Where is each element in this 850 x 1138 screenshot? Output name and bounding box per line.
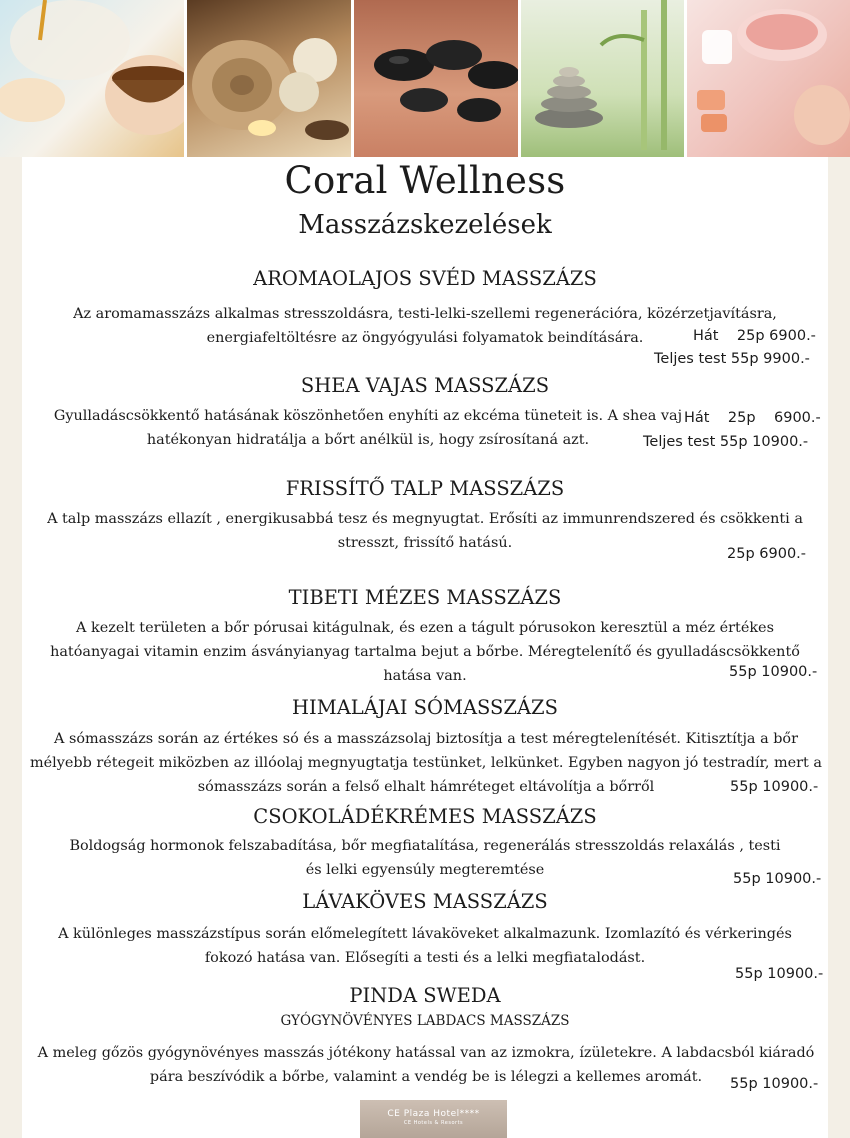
logo-name: CE Plaza Hotel**** (387, 1109, 480, 1119)
section-title-lavakoves: LÁVAKÖVES MASSZÁZS (302, 890, 548, 913)
photo-zen-stones-bamboo (521, 0, 684, 157)
section-desc-shea: Gyulladáscsökkentő hatásának köszönhetően enyhíti az ekcéma tüneteit is. A shea vaj hatékonyan hidratálja a bőrt anélkül is, hogy zsírosítaná azt. (53, 408, 683, 448)
section-title-shea: SHEA VAJAS MASSZÁZS (300, 374, 550, 397)
section-title-csokolade: CSOKOLÁDÉKRÉMES MASSZÁZS (253, 805, 597, 828)
salt-bowl-icon (687, 0, 850, 157)
price-line: Teljes test 55p 10900.- (643, 434, 809, 450)
photo-honey-oil-massage (0, 0, 184, 157)
price-line: 55p 10900.- (735, 966, 824, 982)
hotel-logo (360, 1100, 507, 1138)
page-subtitle: Masszázskezelések (298, 210, 552, 240)
hot-stones-icon (354, 0, 518, 157)
towel-roll-icon (187, 0, 351, 157)
price-line: Hát 25p 6900.- (684, 410, 821, 426)
section-desc-talp: A talp masszázs ellazít , energikusabbá tesz és megnyugtat. Erősíti az immunrendszered és csökkenti a stresszt, frissítő hatású. (47, 511, 803, 551)
photo-himalayan-salt (687, 0, 850, 157)
photo-towel-herbal-balls (187, 0, 351, 157)
section-desc-lavakoves: A különleges masszázstípus során előmelegített lávaköveket alkalmazunk. Izomlazító és vérkeringés fokozó hatása van. Elősegíti a testi és a lelki megfiatalodást. (58, 926, 792, 966)
section-subtitle-pinda: GYÓGYNÖVÉNYES LABDACS MASSZÁZS (280, 1013, 570, 1029)
price-line: 55p 10900.- (733, 871, 822, 887)
section-title-himalajai: HIMALÁJAI SÓMASSZÁZS (292, 696, 558, 719)
section-title-talp: FRISSÍTŐ TALP MASSZÁZS (285, 477, 565, 500)
section-title-aroma: AROMAOLAJOS SVÉD MASSZÁZS (253, 267, 597, 290)
header-photo-strip (0, 0, 850, 157)
honey-bowl-icon (0, 0, 184, 157)
section-desc-himalajai: A sómasszázs során az értékes só és a masszázsolaj biztosítja a test méregtelenítését. Kitisztítja a bőr mélyebb rétegeit miközben az illóolaj megnyugtatja testünket, lelkünket. Egyben nagyon jó testradír, mert a sómasszázs során a felső elhalt hámréteget eltávolítja a bőrről (30, 731, 822, 795)
page-title: Coral Wellness (284, 159, 566, 202)
section-desc-aroma: Az aromamasszázs alkalmas stresszoldásra, testi-lelki-szellemi regenerációra, közérzetjavításra, energiafeltöltésre az öngyógyulási folyamatok beindítására. (73, 306, 777, 346)
section-desc-csokolade: Boldogság hormonok felszabadítása, bőr megfiatalítása, regenerálás stresszoldás relaxálás , testi és lelki egyensúly megteremtése (69, 838, 781, 878)
price-line: 55p 10900.- (730, 1076, 819, 1092)
zen-stones-icon (521, 0, 684, 157)
section-desc-tibeti: A kezelt területen a bőr pórusai kitágulnak, és ezen a tágult pórusokon keresztül a méz értékes hatóanyagai vitamin enzim ásványianyag tartalma bejut a bőrbe. Méregtelenítő és gyulladáscsökkentő hatása van. (50, 620, 800, 684)
price-line: Teljes test 55p 9900.- (654, 351, 810, 367)
section-title-pinda: PINDA SWEDA (349, 984, 501, 1007)
price-line: 55p 10900.- (730, 779, 819, 795)
section-title-tibeti: TIBETI MÉZES MASSZÁZS (288, 586, 562, 609)
photo-hot-stones (354, 0, 518, 157)
price-line: Hát 25p 6900.- (693, 328, 816, 344)
price-line: 25p 6900.- (727, 546, 807, 562)
logo-tagline: CE Hotels & Resorts (403, 1120, 464, 1126)
section-desc-pinda: A meleg gőzös gyógynövényes masszás jótékony hatással van az izmokra, ízületekre. A labdacsból kiáradó pára beszívódik a bőrbe, valamint a vendég be is lélegzi a kellemes aromát. (37, 1045, 815, 1085)
price-line: 55p 10900.- (729, 664, 818, 680)
